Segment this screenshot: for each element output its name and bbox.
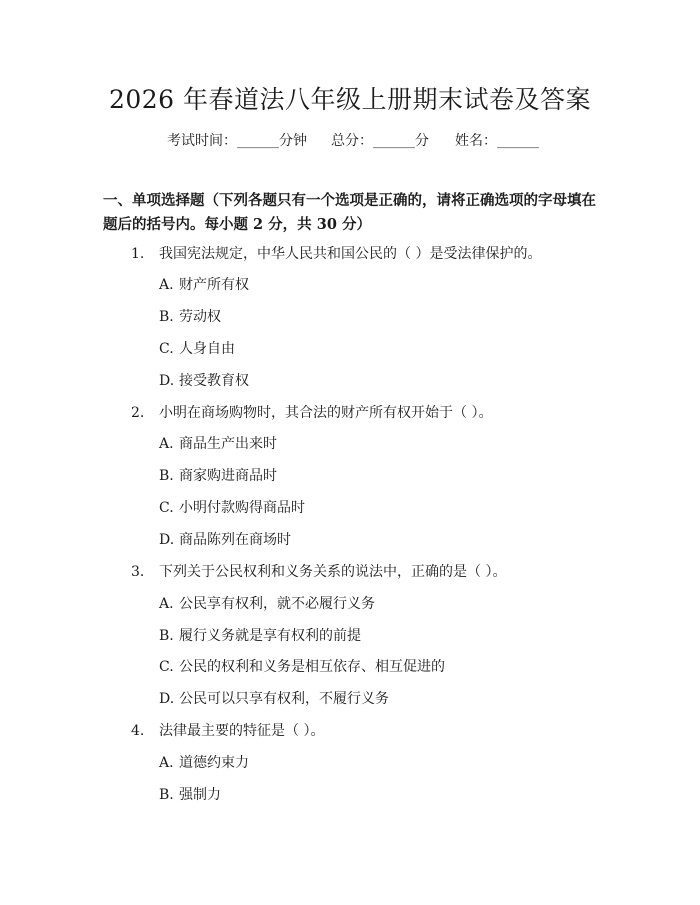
question-text: 下列关于公民权利和义务关系的说法中，正确的是（ ）。 [159, 564, 507, 580]
option-label: D. [159, 532, 175, 548]
section-heading: 一、单项选择题（下列各题只有一个选项是正确的，请将正确选项的字母填在题后的括号内。每小题 2 分，共 30 分） [103, 192, 596, 233]
option-item [159, 434, 277, 454]
question-text: 我国宪法规定，中华人民共和国公民的（ ）是受法律保护的。 [159, 246, 542, 262]
option-text: 商品生产出来时 [179, 436, 277, 452]
option-label: D. [159, 691, 175, 707]
option-item [159, 689, 389, 709]
option-label: A. [159, 436, 174, 452]
option-item [159, 657, 445, 677]
option-text: 商品陈列在商场时 [179, 532, 291, 548]
option-text: 履行义务就是享有权利的前提 [179, 628, 361, 644]
option-text: 公民可以只享有权利，不履行义务 [179, 691, 389, 707]
option-item [159, 275, 249, 295]
option-label: B. [159, 628, 174, 644]
option-label: B. [159, 468, 174, 484]
option-text: 强制力 [179, 787, 221, 803]
page-title: 2026 年春道法八年级上册期末试卷及答案 [108, 85, 592, 114]
exam-time-field: 考试时间：______分钟 [167, 133, 307, 149]
option-text: 小明付款购得商品时 [179, 500, 305, 516]
option-label: B. [159, 309, 174, 325]
option-text: 接受教育权 [179, 373, 249, 389]
option-text: 财产所有权 [179, 277, 249, 293]
option-label: D. [159, 373, 175, 389]
option-label: C. [159, 500, 174, 516]
option-label: C. [159, 659, 174, 675]
option-text: 公民享有权利，就不必履行义务 [179, 596, 375, 612]
option-text: 公民的权利和义务是相互依存、相互促进的 [179, 659, 445, 675]
option-text: 道德约束力 [179, 755, 249, 771]
option-label: C. [159, 341, 174, 357]
option-label: A. [159, 596, 174, 612]
option-item [159, 530, 291, 550]
option-text: 劳动权 [179, 309, 221, 325]
question-text: 法律最主要的特征是（ ）。 [159, 723, 325, 739]
question-number: 1. [131, 246, 145, 262]
question-number: 2. [131, 405, 145, 421]
option-item [159, 498, 305, 518]
option-item [159, 307, 221, 327]
student-name-field: 姓名：______ [455, 133, 539, 149]
total-score-field: 总分：______分 [331, 133, 429, 149]
option-item [159, 371, 249, 391]
question-number: 4. [131, 723, 145, 739]
option-item [159, 594, 375, 614]
question-text: 小明在商场购物时，其合法的财产所有权开始于（ ）。 [159, 405, 493, 421]
option-text: 人身自由 [179, 341, 235, 357]
option-item [159, 466, 277, 486]
option-item [159, 626, 361, 646]
option-label: A. [159, 277, 174, 293]
option-label: B. [159, 787, 174, 803]
option-label: A. [159, 755, 174, 771]
option-item [159, 785, 221, 805]
question-number: 3. [131, 564, 145, 580]
option-item [159, 339, 235, 359]
option-item [159, 753, 249, 773]
option-text: 商家购进商品时 [179, 468, 277, 484]
